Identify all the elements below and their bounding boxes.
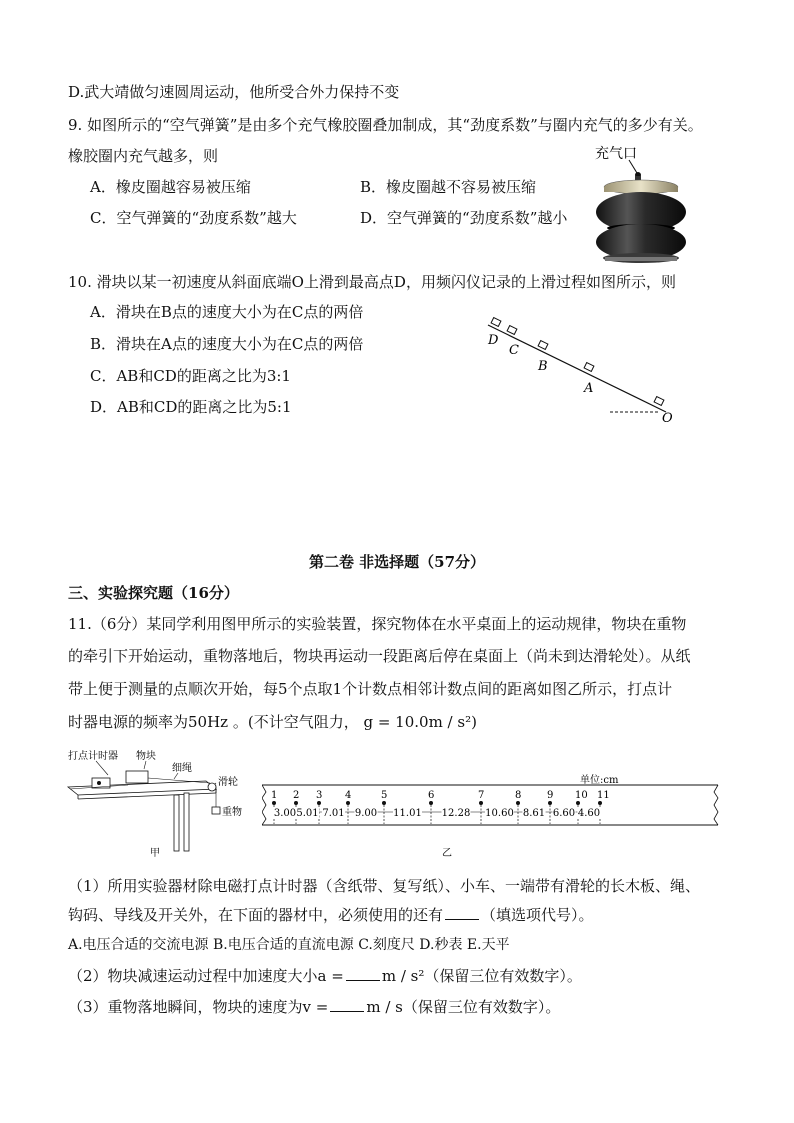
count-point-dot (429, 801, 433, 805)
weight-block (212, 807, 220, 814)
tape-figure-yi (262, 770, 724, 862)
count-point-label: 10 (575, 790, 588, 801)
count-point-label: 7 (478, 790, 485, 801)
block-o (654, 397, 664, 406)
gap-distance-label: 5.01 (296, 808, 319, 819)
count-point-dot (382, 801, 386, 805)
air-spring-figure (595, 140, 690, 265)
pulley-icon (208, 783, 216, 791)
q11-line3: 带上便于测量的点顺次开始，每5个点取1个计数点相邻计数点间的距离如图乙所示，打点计 (68, 680, 673, 698)
count-point-label: 4 (345, 790, 352, 801)
point-label-d: D (488, 333, 499, 348)
q10-option-b: B．滑块在A点的速度大小为在C点的两倍 (90, 335, 364, 353)
count-point-dot (272, 801, 276, 805)
answer-blank-3[interactable] (330, 997, 364, 1012)
section3-title: 三、实验探究题（16分） (68, 584, 239, 602)
gap-distance-label: 12.28 (441, 808, 471, 819)
count-point-dot (317, 801, 321, 805)
point-label-o: O (662, 411, 673, 426)
gap-distance-label: 8.61 (522, 808, 546, 819)
point-label-b: B (538, 359, 548, 374)
q9-option-a: A．橡皮圈越容易被压缩 (90, 178, 251, 196)
q8-option-d: D.武大靖做匀速圆周运动，他所受合外力保持不变 (68, 83, 400, 101)
gap-distance-label: 4.60 (577, 808, 601, 819)
q9-stem-line2: 橡胶圈内充气越多，则 (68, 147, 219, 165)
q10-stem: 10. 滑块以某一初速度从斜面底端O上滑到最高点D，用频闪仪记录的上滑过程如图所示，则 (68, 273, 676, 291)
timer-label: 打点计时器 (68, 751, 118, 762)
gap-distance-label: 6.60 (552, 808, 576, 819)
caption-yi: 乙 (442, 848, 452, 859)
answer-blank-1[interactable] (445, 905, 479, 920)
count-point-dot (576, 801, 580, 805)
rope-label: 细绳 (172, 763, 192, 774)
block-d (491, 318, 501, 327)
gap-distance-label: 3.00 (273, 808, 297, 819)
count-point-label: 2 (293, 790, 300, 801)
part2-title: 第二卷 非选择题（57分） (308, 553, 486, 571)
q10-option-a: A．滑块在B点的速度大小为在C点的两倍 (90, 303, 364, 321)
apparatus-figure-jia (66, 745, 266, 860)
q9-option-b: B．橡皮圈越不容易被压缩 (360, 178, 537, 196)
count-point-dot (548, 801, 552, 805)
gap-distance-label: 10.60 (485, 808, 514, 819)
caption-jia: 甲 (150, 848, 160, 859)
q11-sub3: （3）重物落地瞬间，物块的速度为v = m / s（保留三位有效数字）。 (68, 998, 561, 1016)
block-b (538, 341, 548, 350)
count-point-dot (516, 801, 520, 805)
count-point-dot (294, 801, 298, 805)
q10-option-d: D．AB和CD的距离之比为5:1 (90, 398, 292, 416)
block-device (126, 771, 148, 783)
count-point-label: 11 (597, 790, 610, 801)
weight-label: 重物 (222, 807, 242, 818)
q9-option-d: D．空气弹簧的“劲度系数”越小 (360, 209, 568, 227)
answer-blank-2[interactable] (346, 966, 380, 981)
gap-distance-label: 11.01 (393, 808, 422, 819)
incline-line (488, 325, 666, 412)
q11-line2: 的牵引下开始运动，重物落地后，物块再运动一段距离后停在桌面上（尚未到达滑轮处）。从纸 (68, 647, 691, 665)
incline-strobe-figure (480, 315, 680, 430)
block-c (507, 326, 517, 335)
q11-sub1-line1: （1）所用实验器材除电磁打点计时器（含纸带、复写纸）、小车、一端带有滑轮的长木板、绳、 (68, 877, 701, 895)
count-point-label: 3 (316, 790, 323, 801)
q10-option-c: C．AB和CD的距离之比为3:1 (90, 367, 291, 385)
q11-sub1-line2: 钩码、导线及开关外，在下面的器材中，必须使用的还有 （填选项代号）。 (68, 906, 594, 924)
block-a (584, 363, 594, 372)
q9-stem-line1: 9. 如图所示的“空气弹簧”是由多个充气橡胶圈叠加制成，其“劲度系数”与圈内充气的多少有关。 (68, 116, 703, 134)
pulley-label: 滑轮 (218, 777, 238, 788)
point-label-c: C (509, 343, 519, 358)
q9-option-c: C．空气弹簧的“劲度系数”越大 (90, 209, 297, 227)
count-point-label: 9 (547, 790, 554, 801)
count-point-label: 6 (428, 790, 435, 801)
block-label: 物块 (136, 751, 156, 762)
q11-sub1-options: A.电压合适的交流电源 B.电压合适的直流电源 C.刻度尺 D.秒表 E.天平 (68, 937, 510, 953)
gap-distance-label: 9.00 (354, 808, 378, 819)
q11-sub2: （2）物块减速运动过程中加速度大小a = m / s²（保留三位有效数字）。 (68, 967, 582, 985)
gap-distance-label: 7.01 (322, 808, 345, 819)
count-point-label: 5 (381, 790, 388, 801)
count-point-dot (346, 801, 350, 805)
inflation-port-label: 充气口 (595, 146, 637, 162)
point-label-a: A (584, 381, 594, 396)
count-point-label: 1 (271, 790, 278, 801)
count-point-label: 8 (515, 790, 522, 801)
unit-label: 单位:cm (580, 775, 619, 786)
q11-line1: 11.（6分）某同学利用图甲所示的实验装置，探究物体在水平桌面上的运动规律，物块在重物 (68, 615, 687, 633)
count-point-dot (598, 801, 602, 805)
count-point-dot (479, 801, 483, 805)
q11-line4: 时器电源的频率为50Hz 。(不计空气阻力， g = 10.0m / s²) (68, 713, 477, 731)
